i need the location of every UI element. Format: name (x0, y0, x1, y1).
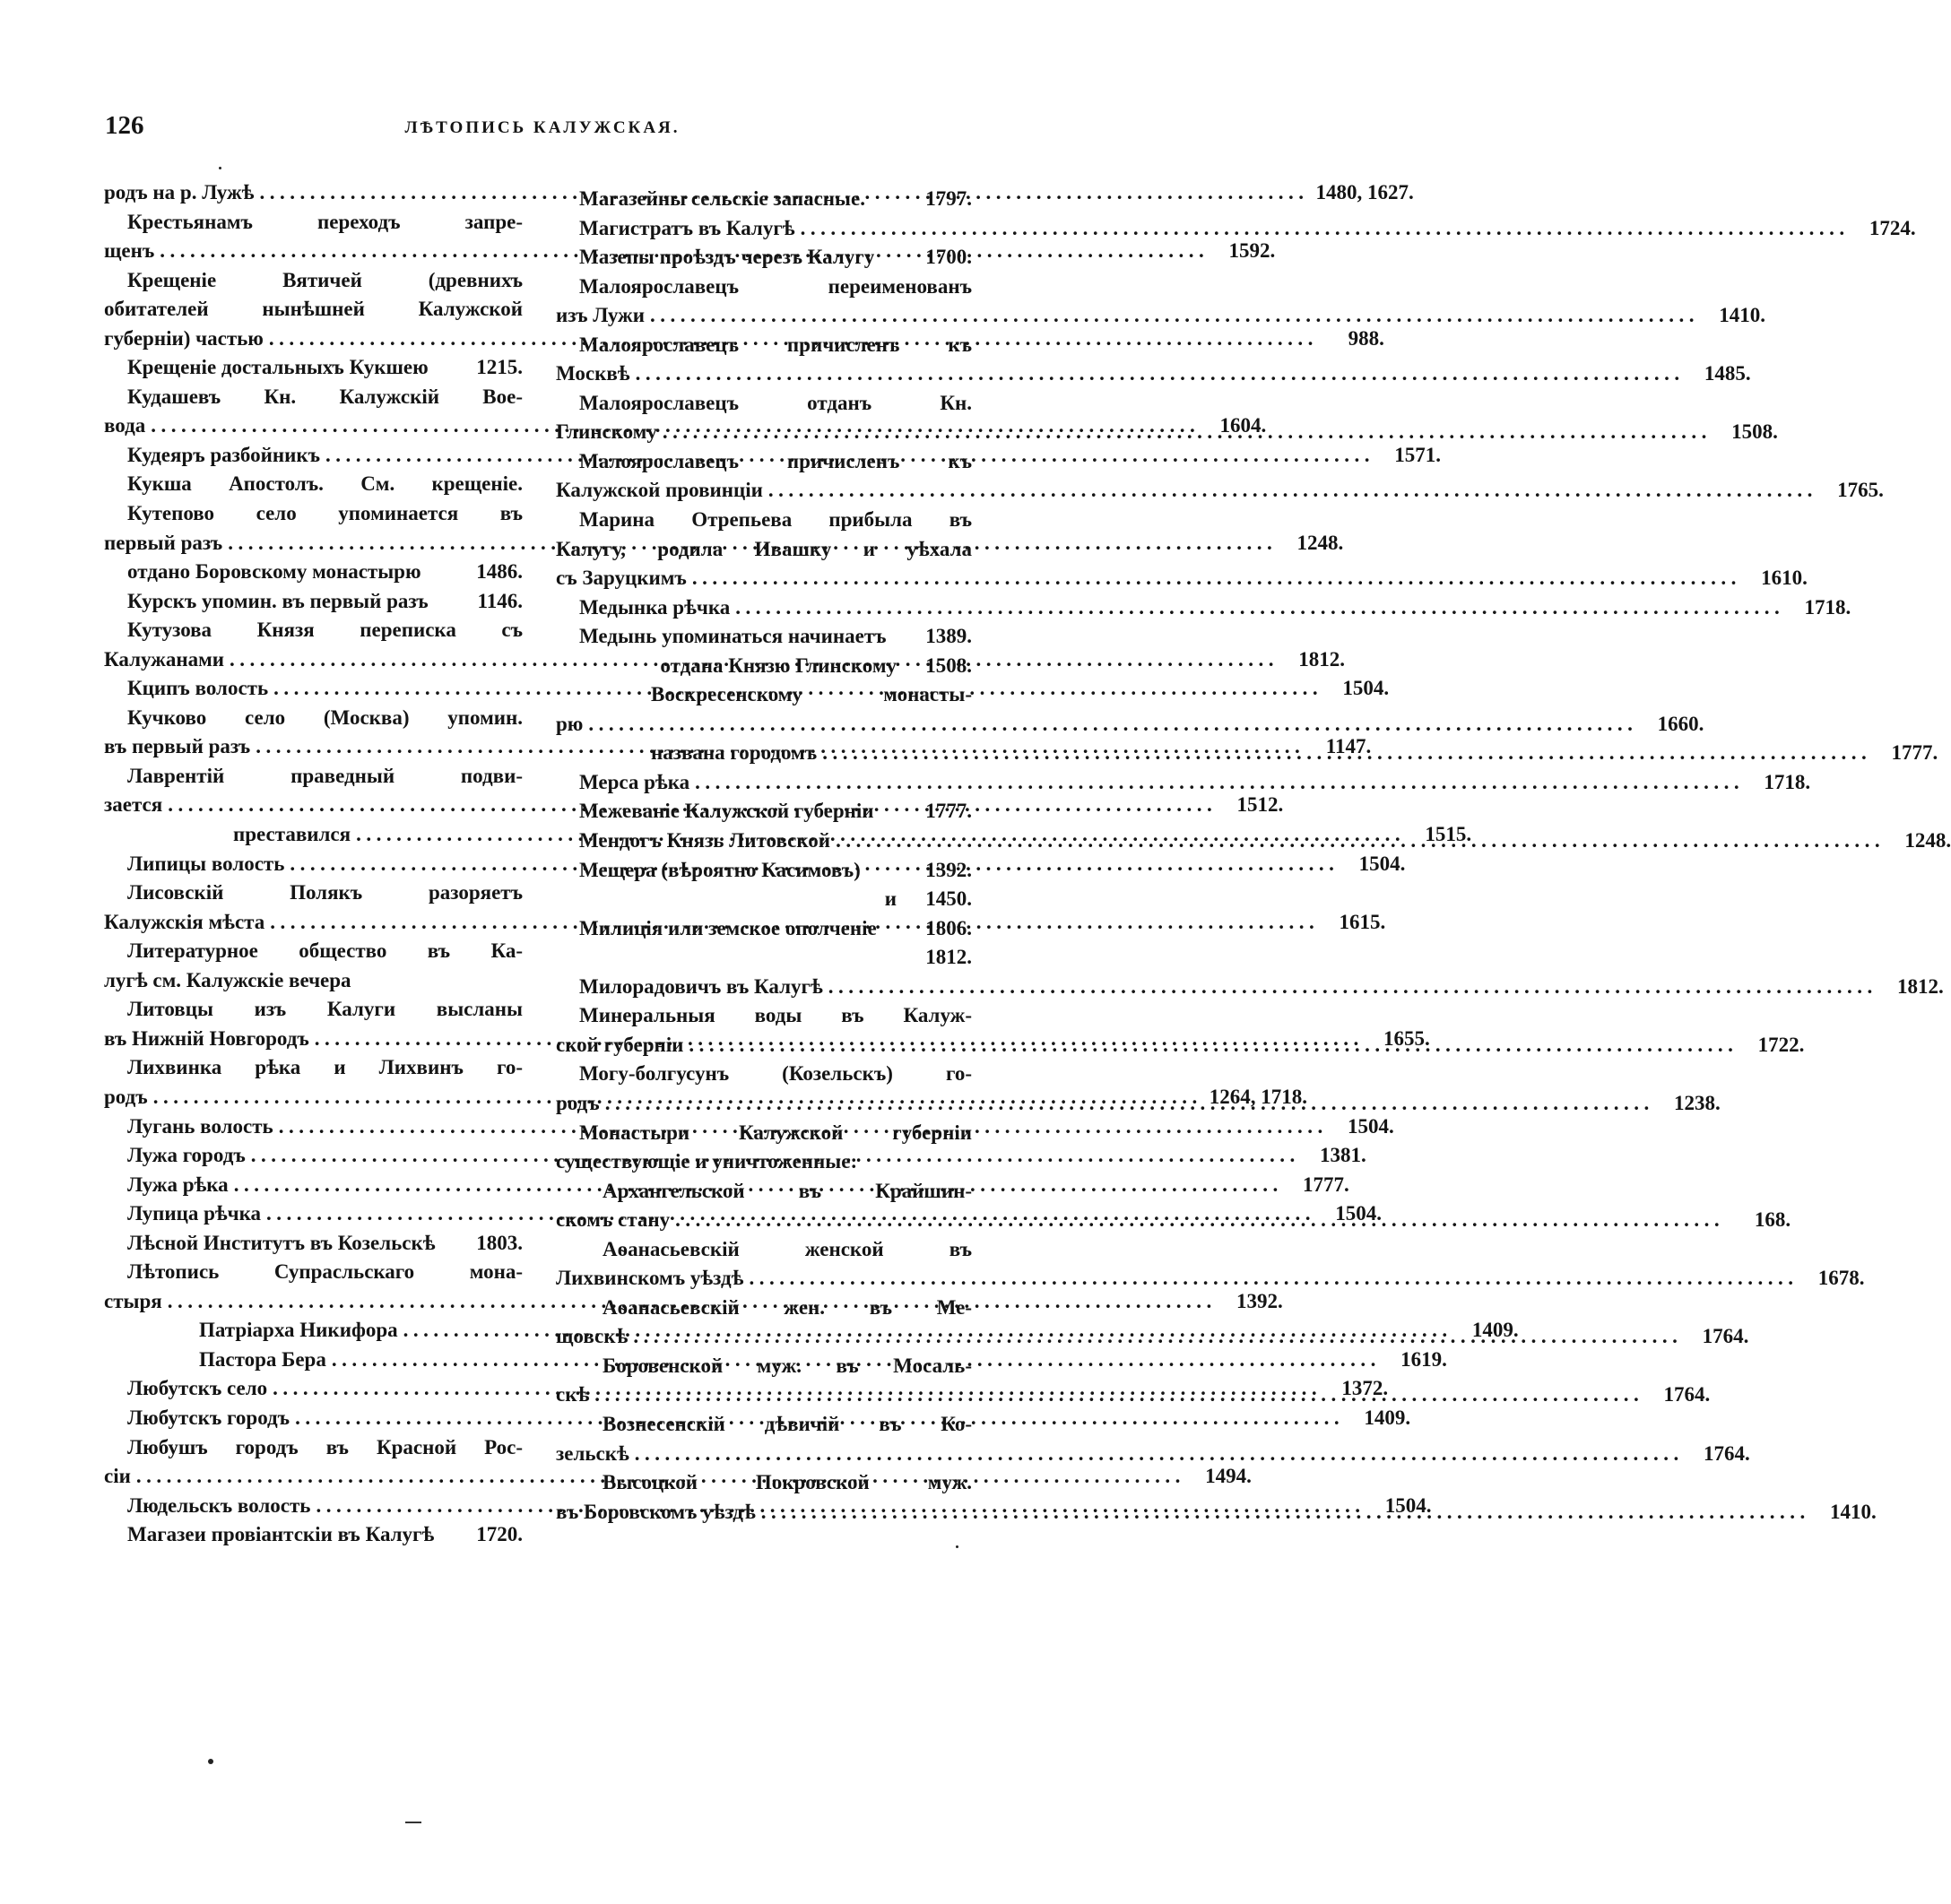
dot-leader (695, 768, 1744, 798)
dot-leader (689, 1031, 1738, 1060)
index-entry-line (104, 353, 523, 383)
year-reference: 1248. (1904, 829, 1951, 852)
index-entry-line (104, 937, 523, 966)
entry-text: Магистратъ въ Калугѣ (579, 216, 795, 239)
index-entry-line (556, 301, 1765, 331)
dot-leader (633, 1322, 1682, 1352)
index-entry-line (556, 1440, 1750, 1469)
index-entry-line (556, 768, 1811, 798)
year-reference: 1604. (1219, 414, 1267, 437)
entry-text: обитателей нынѣшней Калужской (104, 298, 523, 321)
entry-text: Кудеяръ разбойникъ (127, 443, 321, 466)
entry-text: Аѳанасьевскій женской въ (603, 1237, 972, 1260)
dot-leader (801, 214, 1850, 244)
entry-text: Мерса рѣка (579, 770, 690, 793)
index-entry-line (104, 616, 523, 645)
entry-text: родъ на р. Лужѣ (104, 181, 255, 203)
entry-text: Литовцы изъ Калуги высланы (127, 998, 523, 1021)
year-reference: 1264, 1718. (1209, 1085, 1307, 1108)
year-reference: 1718. (1804, 595, 1851, 619)
entry-text: изъ Лужи (556, 304, 645, 327)
dot-leader (663, 418, 1712, 447)
index-entry-line (556, 506, 972, 535)
entry-text: Лупица рѣчка (127, 1202, 262, 1225)
index-entry-line (556, 243, 972, 273)
index-entry-line (104, 383, 523, 412)
index-entry-line (104, 995, 523, 1025)
index-entry-line (556, 359, 1751, 389)
dot-leader (768, 476, 1817, 506)
index-entry-line (556, 1410, 972, 1440)
entry-text: вода (104, 414, 146, 437)
entry-text: Патріарха Никифора (199, 1319, 398, 1342)
entry-text: зельскѣ (556, 1441, 629, 1465)
entry-text: Лихвинка рѣка и Лихвинъ го- (127, 1056, 523, 1079)
entry-text: Малоярославецъ причисленъ къ (579, 333, 972, 356)
year-reference: 1764. (1702, 1325, 1749, 1348)
entry-text: Межеваніе Калужской губерніи (579, 800, 874, 823)
entry-text: названа городомъ (651, 741, 818, 765)
index-entry-line (556, 476, 1884, 506)
entry-text: Высоцкой Покровской муж. (603, 1471, 972, 1494)
year-reference: 1592. (1228, 239, 1276, 263)
entry-text: Лужа рѣка (127, 1173, 229, 1196)
entry-text: Медынь упоминаться начинаетъ (579, 625, 887, 648)
entry-text: Любутскъ село (127, 1377, 268, 1400)
index-entry-line (104, 587, 523, 617)
dot-leader (761, 1498, 1810, 1528)
entry-text: Лѣсной Институтъ въ Козельскѣ (127, 1231, 436, 1254)
index-entry-line (556, 331, 972, 360)
entry-text: Литературное общество въ Ка- (127, 939, 523, 963)
entry-text: стыря (104, 1289, 162, 1312)
entry-text: лугѣ см. Калужскіе вечера (104, 968, 351, 991)
entry-text: Вознесенскій дѣвичій въ Ко- (603, 1412, 972, 1435)
year-reference: 988. (1348, 326, 1384, 350)
entry-text: Кудашевъ Кн. Калужскій Вое- (127, 385, 523, 408)
index-entry-line (556, 447, 972, 477)
year-reference: 1450. (925, 887, 972, 911)
index-entry-line (104, 762, 523, 792)
print-dash (405, 1822, 421, 1823)
year-reference: 1504. (1335, 1202, 1383, 1225)
print-speck (219, 167, 221, 169)
year-reference: 1504. (1347, 1114, 1394, 1138)
print-speck (208, 1759, 213, 1764)
entry-text: Людельскъ волость (127, 1493, 311, 1517)
index-entry-line (104, 295, 523, 325)
entry-text: Любутскъ городъ (127, 1406, 290, 1429)
index-entry-line (104, 1053, 523, 1083)
index-entry-line (104, 208, 523, 238)
entry-text: ской губерніи (556, 1033, 684, 1056)
entry-text: скомъ стану (556, 1208, 671, 1232)
dot-leader (636, 359, 1685, 389)
dot-leader (635, 1440, 1684, 1469)
year-reference: 1812. (925, 946, 972, 969)
entry-text: Кучково село (Москва) упомин. (127, 705, 523, 729)
entry-text: Курскъ упомин. въ первый разъ (127, 589, 429, 612)
year-reference: 1248. (1296, 531, 1344, 554)
entry-text: Аѳанасьевскій жен. въ Ме- (603, 1295, 972, 1319)
entry-text: Москвѣ (556, 362, 630, 385)
index-entry-line (556, 564, 1808, 593)
entry-text: зается (104, 793, 163, 817)
year-reference: 1722. (1757, 1033, 1805, 1056)
index-entry-line (104, 1520, 523, 1550)
index-entry-line (556, 797, 972, 827)
index-entry-line (556, 1294, 972, 1323)
entry-text: щовскѣ (556, 1325, 629, 1348)
entry-text: Медынка рѣчка (579, 595, 731, 619)
entry-text: Мазепы проѣздъ черезъ Калугу (579, 246, 875, 269)
dot-leader (735, 593, 1784, 623)
year-reference: 1392. (1236, 1289, 1283, 1312)
entry-text: Минеральныя воды въ Калуж- (579, 1004, 972, 1027)
year-reference: 1660. (1657, 712, 1704, 735)
dot-leader (749, 1264, 1798, 1294)
index-entry-line (104, 878, 523, 908)
entry-text: въ Нижній Новгородъ (104, 1026, 309, 1050)
year-reference: 1720. (476, 1523, 523, 1546)
index-entry-line (556, 593, 1851, 623)
year-reference: 1508. (925, 653, 972, 677)
index-entry-line (556, 680, 972, 710)
year-reference: 1812. (1298, 647, 1346, 671)
index-entry-line (556, 1468, 972, 1498)
entry-text: Воскресенскому монасты- (651, 683, 972, 706)
entry-text: Марина Отрепьева прибыла въ (579, 508, 972, 532)
year-reference: 1619. (1400, 1347, 1447, 1371)
entry-text: Калужанами (104, 647, 225, 671)
entry-text: Магазейны сельскіе запасные. (579, 187, 865, 210)
index-entry-line (556, 535, 972, 565)
entry-text: Милиція или земское ополченіе (579, 916, 877, 939)
year-reference: 1777. (925, 800, 972, 823)
year-reference: 1215. (476, 356, 523, 379)
entry-text: въ первый разъ (104, 735, 251, 758)
year-reference: 168. (1754, 1208, 1791, 1232)
year-reference: 1700. (925, 246, 972, 269)
entry-text: Лугань волость (127, 1114, 273, 1138)
entry-text: отдана Князю Глинскому (660, 653, 897, 677)
entry-text: Крещеніе Вятичей (древнихъ (127, 268, 523, 291)
index-entry-line (556, 1352, 972, 1381)
index-entry-line (104, 266, 523, 296)
year-reference: 1485. (1704, 362, 1751, 385)
year-reference: 1504. (1342, 677, 1390, 700)
entry-text: Мещера (вѣроятно Касимовъ) (579, 858, 861, 881)
year-reference: 1410. (1830, 1500, 1877, 1523)
year-reference: 1803. (476, 1231, 523, 1254)
year-reference: 1678. (1817, 1267, 1865, 1290)
index-entry-line (556, 856, 972, 886)
year-reference: 1409. (1471, 1319, 1519, 1342)
index-entry-line (556, 1147, 972, 1177)
entry-text: и (884, 887, 897, 911)
dot-leader (650, 301, 1699, 331)
year-reference: 1372. (1341, 1377, 1389, 1400)
dot-leader (822, 739, 1871, 768)
entry-text: Лисовскій Полякъ разоряетъ (127, 881, 523, 904)
entry-text: Малоярославецъ причисленъ къ (579, 449, 972, 472)
index-entry-line (556, 622, 972, 652)
year-reference: 1238. (1673, 1091, 1721, 1114)
index-entry-line (104, 1083, 1307, 1112)
entry-text: Магазеи провіантскіи въ Калугѣ (127, 1523, 435, 1546)
index-entry-line (556, 1177, 972, 1207)
entry-text: Кутузова Князя переписка съ (127, 619, 523, 642)
index-entry-line (104, 499, 523, 529)
page-number: 126 (105, 111, 144, 140)
year-reference: 1718. (1764, 770, 1811, 793)
entry-text: Лаврентій праведный подви- (127, 764, 523, 787)
year-reference: 1777. (1302, 1173, 1349, 1196)
entry-text: родъ (556, 1091, 600, 1114)
dot-leader (588, 710, 1637, 740)
year-reference: 1504. (1358, 852, 1406, 875)
year-reference: 1409. (1364, 1406, 1411, 1429)
year-reference: 1765. (1837, 479, 1884, 502)
entry-text: Могу-болгусунъ (Козельскъ) го- (579, 1062, 972, 1086)
entry-text: рю (556, 712, 584, 735)
year-reference: 1764. (1704, 1441, 1750, 1465)
entry-text: Милорадовичъ въ Калугѣ (579, 974, 823, 998)
index-entry-line (104, 1229, 523, 1259)
year-reference: 1410. (1719, 304, 1765, 327)
index-entry-line (104, 1258, 523, 1287)
entry-text: скѣ (556, 1383, 590, 1406)
running-title: ЛѢТОПИСЬ КАЛУЖСКАЯ. (404, 118, 681, 137)
index-entry-line (556, 1119, 972, 1148)
index-entry-line (556, 1001, 972, 1031)
index-entry-line (556, 973, 1944, 1002)
index-entry-line (556, 1060, 972, 1089)
entry-text: преставился (233, 823, 351, 846)
entry-text: Боровенской муж. въ Мосаль- (603, 1354, 972, 1377)
entry-text: Крестьянамъ переходъ запре- (127, 210, 523, 233)
index-entry-line (556, 914, 972, 944)
dot-leader (675, 1206, 1724, 1235)
year-reference: 1480, 1627. (1315, 181, 1414, 203)
index-entry-line (556, 214, 1916, 244)
entry-text: Любушъ городъ въ Красной Рос- (127, 1435, 523, 1458)
year-reference: 1610. (1761, 567, 1808, 590)
index-entry-line (104, 966, 523, 996)
index-entry-line (556, 652, 972, 681)
index-entry-line (556, 710, 1704, 740)
entry-text: щенъ (104, 239, 155, 263)
index-entry-line (556, 389, 972, 419)
index-entry-line (556, 185, 972, 214)
entry-text: родъ (104, 1085, 148, 1108)
year-reference: 1806. (925, 916, 972, 939)
entry-text: Архангельской въ Крайшин- (603, 1179, 972, 1202)
entry-text: первый разъ (104, 531, 223, 554)
print-speck (956, 1545, 958, 1548)
dot-leader (692, 564, 1741, 593)
year-reference: 1508. (1731, 420, 1778, 444)
entry-text: Кутепово село упоминается въ (127, 502, 523, 525)
index-entry-line (556, 885, 972, 914)
index-entry-line (104, 470, 523, 499)
year-reference: 1486. (476, 560, 523, 584)
dot-leader (828, 973, 1877, 1002)
dot-leader (836, 827, 1885, 856)
entry-text: сіи (104, 1465, 131, 1488)
index-entry-line (556, 943, 972, 973)
index-entry-line (104, 558, 523, 587)
entry-text: Калугу, родила Ивашку и уѣхала (556, 537, 972, 560)
entry-text: Мендогъ Князь Литовской (579, 829, 831, 852)
year-reference: 1764. (1663, 1383, 1711, 1406)
entry-text: Лужа городъ (127, 1144, 246, 1167)
dot-leader (605, 1089, 1654, 1119)
entry-text: Малоярославецъ отданъ Кн. (579, 391, 972, 414)
year-reference: 1812. (1897, 974, 1944, 998)
entry-text: губерніи) частью (104, 326, 264, 350)
year-reference: 1777. (1891, 741, 1938, 765)
index-entry-line (556, 1264, 1865, 1294)
year-reference: 1392. (925, 858, 972, 881)
index-entry-line (104, 704, 523, 733)
entry-text: Лихвинскомъ уѣздѣ (556, 1267, 744, 1290)
year-reference: 1512. (1236, 793, 1284, 817)
entry-text: Калужской провинціи (556, 479, 763, 502)
year-reference: 1615. (1339, 910, 1386, 933)
year-reference: 1515. (1425, 823, 1472, 846)
entry-text: съ Заруцкимъ (556, 567, 687, 590)
entry-text: отдано Боровскому монастырю (127, 560, 421, 584)
year-reference: 1797. (925, 187, 972, 210)
year-reference: 1571. (1394, 443, 1442, 466)
year-reference: 1147. (1325, 735, 1372, 758)
entry-text: Лѣтопись Супрасльскаго мона- (127, 1260, 523, 1284)
entry-text: Монастыри Калужской губерніи (579, 1121, 972, 1144)
year-reference: 1724. (1869, 216, 1916, 239)
year-reference: 1381. (1319, 1144, 1366, 1167)
year-reference: 1389. (925, 625, 972, 648)
index-entry-line (104, 1433, 523, 1463)
index-entry-line (556, 1235, 972, 1265)
dot-leader (594, 1380, 1643, 1410)
year-reference: 1504. (1384, 1493, 1432, 1517)
entry-text: Пастора Бера (199, 1347, 326, 1371)
entry-text: Калужскія мѣста (104, 910, 265, 933)
entry-text: въ Боровскомъ уѣздѣ (556, 1500, 756, 1523)
year-reference: 1494. (1205, 1465, 1252, 1488)
entry-text: Кукша Апостолъ. См. крещеніе. (127, 472, 523, 496)
entry-text: Липицы волость (127, 852, 285, 875)
entry-text: Малоярославецъ переименованъ (579, 274, 972, 298)
year-reference: 1655. (1383, 1026, 1430, 1050)
year-reference: 1146. (477, 589, 523, 612)
entry-text: Кципъ волость (127, 677, 269, 700)
entry-text: существующіе и уничтоженные: (556, 1150, 858, 1173)
entry-text: Крещеніе достальныхъ Кукшею (127, 356, 429, 379)
entry-text: Глинскому (556, 420, 657, 444)
index-entry-line (556, 273, 972, 302)
